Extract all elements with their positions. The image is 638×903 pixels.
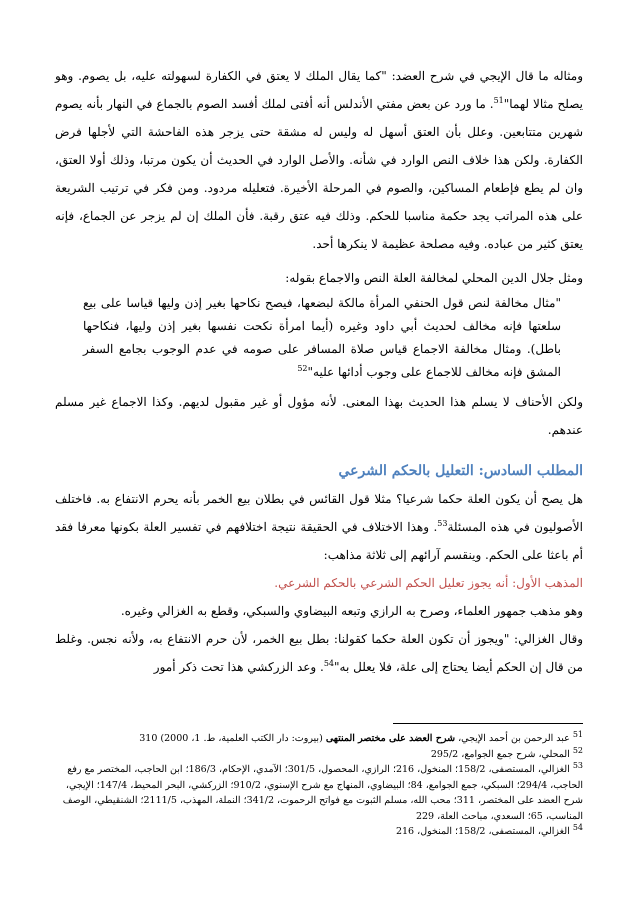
- paragraph-mahalli-intro: ومثل جلال الدين المحلي لمخالفة العلة النص والاجماع بقوله:: [285, 271, 583, 285]
- footnote-number: 54: [572, 822, 583, 832]
- paragraph-text: وقال الغزالي: "ويجوز أن تكون العلة حكما كقولنا: بطل بيع الخمر، لأن حرم الانتفاع به، ولأنه نجس. وغلط من قال إن الحكم أيضا يحتاج إلى علة، فلا يعلل به": [55, 632, 583, 674]
- footnote-number: 53: [572, 760, 583, 770]
- footnote-separator: [393, 723, 583, 724]
- section-heading: المطلب السادس: التعليل بالحكم الشرعي: [338, 463, 583, 479]
- footnote-text: عبد الرحمن بن أحمد الإيجي،: [458, 733, 570, 744]
- footnotes: [55, 731, 583, 840]
- footnote-54: [55, 824, 583, 840]
- footnote-book-title: شرح العضد على مختصر المنتهى: [325, 733, 456, 744]
- paragraph-question: [55, 485, 583, 569]
- paragraph-jumhur: وهو مذهب جمهور العلماء، وصرح به الرازي وتبعه البيضاوي والسبكي، وقطع به الغزالي وغيره.: [120, 604, 583, 618]
- paragraph-text: . ما ورد عن بعض مفتي الأندلس أنه أفتى لملك أفسد الصوم بالجماع في النهار بأنه يصوم شهرين متتابعين. وعلل بأن العتق أسهل له وليس له مشقة حتى يزجر هذه الفاحشة التي لأجلها فرض الكفارة. ولكن هذا خلاف النص الوارد في شأنه. والأصل الوارد في الحديث أن يكون مرتبا، وذلك أولا العتق، وان لم يطع فإطعام المساكين، والصوم في المرحلة الأخيرة. فتعليله مردود. ومن فكر في ترتيب الشريعة على هذه المراتب يجد حكمة مناسبا للحكم. وذلك فيه عتق رقبة. فأن الملك إن لم يزجر عن الجماع، فإنه يعتق كثير من عباده. وفيه مصلحة عظيمة لا ينكرها أحد.: [55, 97, 583, 251]
- footnote-52: [55, 747, 583, 763]
- paragraph-text: ومثاله ما قال الإيجي في شرح العضد: "كما يقال الملك لا يعتق في الكفارة لسهولته عليه، بل يصوم. وهو يصلح مثالا لهما": [55, 69, 584, 111]
- footnote-number: 51: [572, 729, 583, 739]
- footnote-text: (بيروت: دار الكتب العلمية، ط. 1، 2000) 310: [139, 733, 323, 744]
- paragraph-ahnaf: ولكن الأحناف لا يسلم هذا الحديث بهذا المعنى. لأنه مؤول أو غير مقبول لديهم. وكذا الاجماع غير مسلم عندهم.: [55, 395, 583, 437]
- footnote-ref[interactable]: 51: [493, 96, 504, 105]
- main-text: [55, 62, 583, 681]
- doctrine-heading: المذهب الأول: أنه يجوز تعليل الحكم الشرعي بالحكم الشرعي.: [274, 576, 583, 590]
- paragraph-text: هل يصح أن يكون العلة حكما شرعيا؟ مثلا قول القائس في بطلان بيع الخمر بأنه يحرم الانتفاع به. فاختلف الأصوليون في هذه المسئلة: [55, 492, 583, 534]
- footnote-text: المحلي، شرح جمع الجوامع، 295/2: [430, 748, 570, 760]
- footnote-53: [55, 762, 583, 824]
- paragraph-text: . وهذا الاختلاف في الحقيقة نتيجة اختلافهم في تفسير العلة بكونها معرفا فقد أم باعثا على الحكم. وينقسم آرائهم إلى ثلاثة مذاهب:: [55, 520, 583, 562]
- footnote-ref[interactable]: 54: [323, 659, 335, 668]
- footnote-text: الغزالي، المستصفى، 158/2؛ المنخول، 216؛ الرازي، المحصول، 301/5؛ الآمدي، الإحكام، 186/3؛ ابن الحاجب، المختصر مع رفع الحاجب، 294/4؛ السبكي، جمع الجوامع، 84؛ البيضاوي، المنهاج مع شرح الإسنوي، 910/2؛ الزركشي، البحر المحيط، 147/4؛ الإيجي، شرح العضد على المختصر، 311؛ محب الله، مسلم الثبوت مع فواتح الرحموت، 341/2؛ النملة، المهذب، 2111/5؛ الشنقيطي، الوصف المناسب، 65؛ السعدي، مباحث العلة، 229: [62, 764, 583, 822]
- footnote-number: 52: [572, 745, 583, 755]
- paragraph-ghazali: [55, 625, 583, 681]
- footnote-ref[interactable]: 52: [297, 364, 308, 373]
- footnote-51: [55, 731, 583, 747]
- paragraph-example-ijī: [55, 62, 583, 258]
- footnote-ref[interactable]: 53: [437, 519, 448, 528]
- quote-text: "مثال مخالفة لنص قول الحنفي المرأة مالكة لبضعها، فيصح نكاحها بغير إذن وليها قياسا على بيع سلعتها فإنه مخالف لحديث أبي داود وغيره (أيما امرأة نكحت نفسها بغير إذن وليها، فنكاحها باطل). ومثال مخالفة الاجماع قياس صلاة المسافر على صومه في عدم الوجوب بجامع السفر المشق فإنه مخالف للاجماع على وجوب أدائها عليه": [83, 296, 561, 379]
- footnote-text: الغزالي، المستصفى، 158/2؛ المنخول، 216: [395, 826, 570, 837]
- paragraph-text: . وعد الزركشي هذا تحت ذكر أمور: [153, 660, 324, 674]
- block-quote: [83, 292, 561, 384]
